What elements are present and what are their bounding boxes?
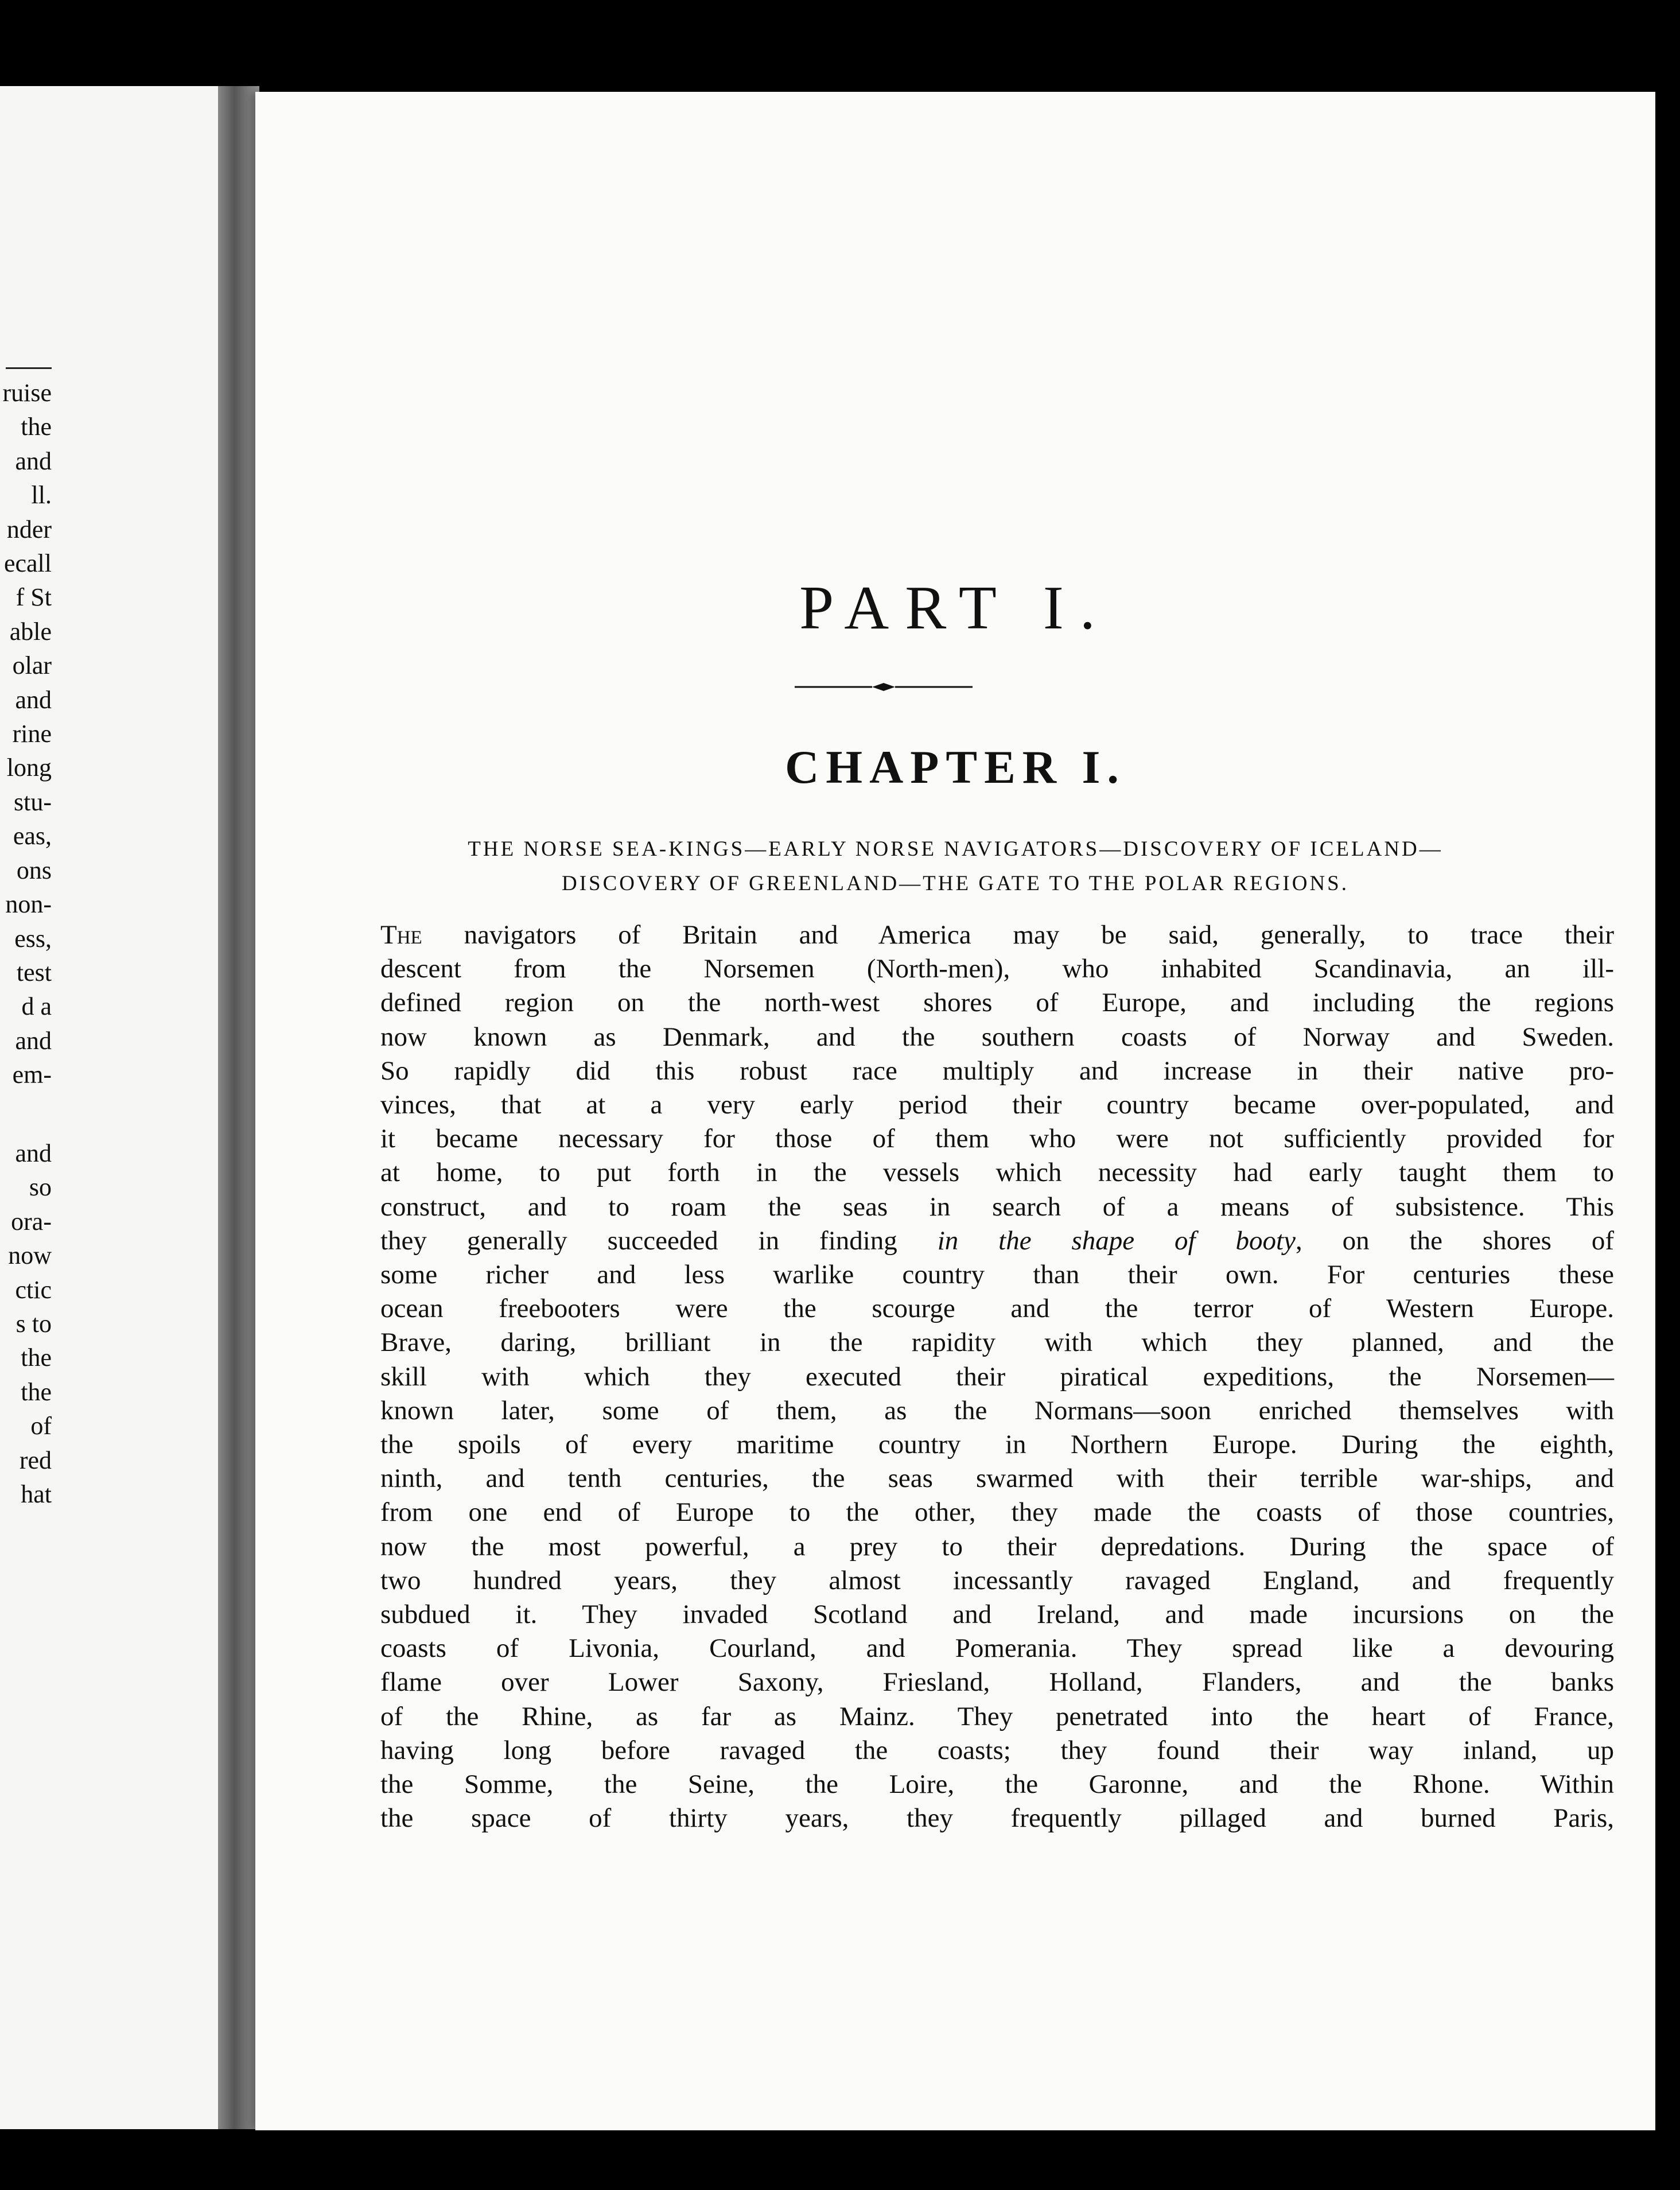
body-line: two hundred years, they almost incessantly ravaged England, and frequently: [380, 1565, 1614, 1595]
right-page: [255, 92, 1655, 2130]
left-page-fragment: rine: [12, 720, 52, 748]
left-page-rule: [6, 367, 52, 369]
left-page-fragment: ons: [16, 856, 52, 884]
left-page-fragment: ctic: [15, 1275, 52, 1304]
left-page-fragment: and: [15, 1139, 52, 1167]
body-line: the space of thirty years, they frequently pillaged and burned Paris,: [380, 1803, 1614, 1834]
body-line: the Somme, the Seine, the Loire, the Garonne, and the Rhone. Within: [380, 1769, 1614, 1800]
left-page-fragment: the: [21, 1343, 52, 1372]
body-line: So rapidly did this robust race multiply and increase in their native pro-: [380, 1055, 1614, 1086]
body-line: the spoils of every maritime country in Northern Europe. During the eighth,: [380, 1430, 1614, 1460]
left-page-fragment: test: [16, 958, 52, 987]
body-line: defined region on the north-west shores of Europe, and including the regions: [380, 988, 1614, 1018]
body-line: of the Rhine, as far as Mainz. They penetrated into the heart of France,: [380, 1701, 1614, 1731]
divider-ornament: [795, 678, 973, 696]
left-page-fragment: nder: [6, 515, 52, 543]
body-line: some richer and less warlike country than their own. For centuries these: [380, 1260, 1614, 1290]
left-page-fragment: non-: [5, 890, 52, 919]
left-page-fragment: eas,: [13, 822, 52, 851]
left-page-fragment: em-: [12, 1061, 52, 1089]
body-line: they generally succeeded in finding in the shape of booty, on the shores of: [380, 1225, 1614, 1256]
body-line: it became necessary for those of them who were not sufficiently provided for: [380, 1124, 1614, 1154]
left-page-fragment: and: [15, 685, 52, 714]
left-page-fragment: and: [15, 1026, 52, 1055]
left-page-fragment: ora-: [11, 1207, 52, 1236]
left-facing-page: [0, 86, 218, 2129]
left-page-fragment: hat: [21, 1480, 52, 1509]
chapter-title: CHAPTER I.: [785, 741, 1126, 793]
left-page-fragment: d a: [21, 992, 52, 1021]
body-line: skill with which they executed their piratical expeditions, the Norsemen—: [380, 1361, 1614, 1392]
body-line: having long before ravaged the coasts; they found their way inland, up: [380, 1735, 1614, 1765]
left-page-text-fragments-bottom: [8, 1136, 52, 1511]
body-line: Brave, daring, brilliant in the rapidity with which they planned, and the: [380, 1327, 1614, 1358]
body-line: The navigators of Britain and America may be said, generally, to trace their: [380, 920, 1614, 950]
left-page-fragment: long: [6, 754, 52, 782]
left-page-fragment: now: [8, 1241, 52, 1270]
body-line: subdued it. They invaded Scotland and Ireland, and made incursions on the: [380, 1599, 1614, 1630]
left-page-fragment: so: [29, 1173, 52, 1202]
body-line: at home, to put forth in the vessels which necessity had early taught them to: [380, 1158, 1614, 1188]
left-page-text-fragments-top: [2, 376, 52, 1092]
left-page-fragment: s to: [15, 1310, 52, 1338]
body-line: now the most powerful, a prey to their depredations. During the space of: [380, 1531, 1614, 1562]
chapter-summary: [336, 832, 1575, 901]
left-page-fragment: ll.: [31, 481, 52, 510]
body-text: [380, 918, 1614, 1835]
summary-line: DISCOVERY OF GREENLAND—THE GATE TO THE POLAR REGIONS.: [561, 872, 1350, 895]
part-title: PART I.: [799, 574, 1111, 642]
left-page-fragment: of: [30, 1412, 52, 1440]
summary-line: THE NORSE SEA-KINGS—EARLY NORSE NAVIGATORS—DISCOVERY OF ICELAND—: [468, 837, 1443, 861]
left-page-fragment: ess,: [14, 924, 52, 953]
body-line: known later, some of them, as the Normans—soon enriched themselves with: [380, 1395, 1614, 1426]
left-page-fragment: ruise: [2, 379, 52, 407]
body-line: coasts of Livonia, Courland, and Pomerania. They spread like a devouring: [380, 1633, 1614, 1664]
body-line: ninth, and tenth centuries, the seas swarmed with their terrible war-ships, and: [380, 1463, 1614, 1494]
left-page-fragment: stu-: [14, 787, 52, 816]
body-line: ocean freebooters were the scourge and the terror of Western Europe.: [380, 1294, 1614, 1324]
body-line: now known as Denmark, and the southern coasts of Norway and Sweden.: [380, 1022, 1614, 1052]
body-line: from one end of Europe to the other, they made the coasts of those countries,: [380, 1497, 1614, 1528]
body-line: flame over Lower Saxony, Friesland, Holland, Flanders, and the banks: [380, 1667, 1614, 1698]
left-page-fragment: ecall: [3, 549, 52, 578]
left-page-fragment: the: [21, 1377, 52, 1406]
body-line: construct, and to roam the seas in search of a means of subsistence. This: [380, 1191, 1614, 1222]
left-page-fragment: red: [19, 1446, 52, 1474]
left-page-fragment: f St: [15, 583, 52, 612]
left-page-fragment: and: [15, 446, 52, 475]
left-page-fragment: the: [21, 413, 52, 441]
left-page-fragment: olar: [12, 651, 52, 680]
book-gutter: [218, 86, 259, 2129]
left-page-fragment: able: [9, 617, 52, 646]
body-line: descent from the Norsemen (North-men), who inhabited Scandinavia, an ill-: [380, 954, 1614, 984]
body-line: vinces, that at a very early period their country became over-populated, and: [380, 1090, 1614, 1120]
